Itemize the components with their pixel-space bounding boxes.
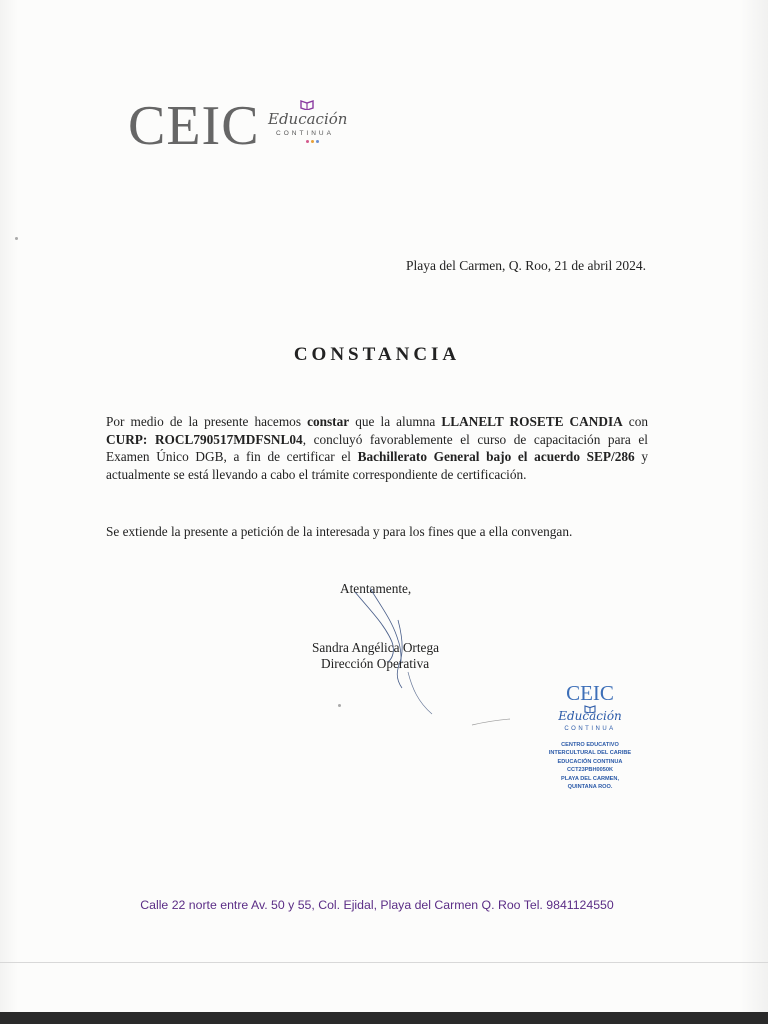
stamp-continua-text: CONTINUA [564, 726, 616, 732]
footer-address: Calle 22 norte entre Av. 50 y 55, Col. Ejidal, Playa del Carmen Q. Roo Tel. 9841124550 [140, 898, 614, 912]
body-text-2: que la alumna [349, 414, 442, 429]
book-icon [300, 100, 314, 110]
logo-dot [311, 140, 314, 143]
scan-speck [15, 237, 18, 240]
document-date: Playa del Carmen, Q. Roo, 21 de abril 2024. [406, 258, 646, 273]
certificate-body [106, 413, 648, 483]
student-name: LLANELT ROSETE CANDIA [441, 414, 623, 429]
stamp-educacion-text: Educación [558, 709, 622, 723]
stamp-line: INTERCULTURAL DEL CARIBE [548, 750, 632, 757]
closing-paragraph: Se extiende la presente a petición de la interesada y para los fines que a ella convengan. [106, 524, 573, 539]
body-text-4: , concluyó favorablemente el curso de capacitación para el Examen Único DGB, a fin de certificar el [106, 431, 648, 464]
signer-role: Dirección Operativa [321, 656, 430, 671]
logo-dots [306, 140, 321, 145]
stamp-line: PLAYA DEL CARMEN, [560, 775, 620, 782]
ceic-logo [128, 96, 368, 156]
stamp-line: QUINTANA ROO. [567, 784, 613, 791]
stamp-line: CCT23PBH0050K [566, 767, 613, 774]
body-text-5: y actualmente se está llevando a cabo el trámite correspondiente de certificación. [106, 449, 648, 482]
signer-name: Sandra Angélica Ortega [312, 640, 440, 655]
document-title: CONSTANCIA [293, 344, 461, 365]
program-name: Bachillerato General bajo el acuerdo SEP/286 [357, 449, 635, 464]
logo-dot [316, 140, 319, 143]
stamp-line: CENTRO EDUCATIVO [561, 742, 619, 748]
logo-educacion-text: Educación [268, 110, 348, 128]
body-text-1: Por medio de la presente hacemos [106, 414, 308, 429]
regards-text: Atentamente, [340, 581, 412, 596]
signer-block [312, 640, 439, 672]
body-bold-constar: constar [307, 414, 350, 429]
stamp-ceic-text: CEIC [566, 681, 614, 705]
stamp-line: EDUCACIÓN CONTINUA [557, 758, 623, 765]
stamp-details [528, 741, 652, 791]
body-text-3: con [622, 414, 648, 429]
scan-edge [0, 1012, 768, 1024]
logo-continua-text: CONTINUA [276, 130, 334, 137]
footer-divider [0, 962, 768, 963]
logo-ceic-text: CEIC [128, 95, 260, 157]
official-stamp [528, 682, 652, 798]
logo-dot [306, 140, 309, 143]
student-curp: CURP: ROCL790517MDFSNL04 [106, 431, 303, 447]
book-icon [584, 705, 596, 713]
